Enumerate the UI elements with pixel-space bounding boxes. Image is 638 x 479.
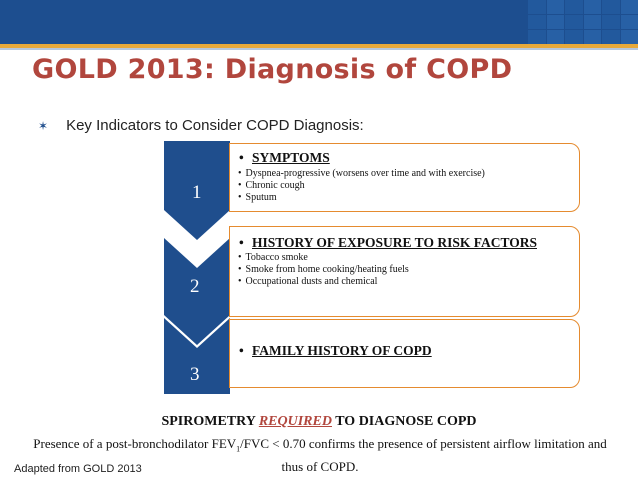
bullet-star-icon: ✶ bbox=[38, 119, 49, 133]
step-3-box bbox=[229, 319, 580, 388]
step-1-bullets bbox=[238, 168, 571, 204]
step-2-box bbox=[229, 226, 580, 317]
list-item: • Occupational dusts and chemical bbox=[238, 276, 571, 288]
fev-text-after: /FVC < 0.70 confirms the presence of persistent airflow limitation and thus of COPD. bbox=[240, 436, 607, 474]
step-3-number: 3 bbox=[190, 364, 200, 385]
list-item: • Tobacco smoke bbox=[238, 252, 571, 264]
step-1-heading: • SYMPTOMS bbox=[239, 150, 330, 165]
fev-subscript: 1 bbox=[236, 444, 241, 454]
step-2-bullets bbox=[238, 252, 571, 288]
step-1-box bbox=[229, 143, 580, 212]
spirometry-prefix: SPIROMETRY bbox=[161, 414, 256, 429]
spirometry-suffix: TO DIAGNOSE COPD bbox=[335, 414, 477, 429]
source-citation: Adapted from GOLD 2013 bbox=[14, 463, 142, 475]
list-item: • Chronic cough bbox=[238, 180, 571, 192]
list-item: • Smoke from home cooking/heating fuels bbox=[238, 264, 571, 276]
step-3-heading: • FAMILY HISTORY OF COPD bbox=[239, 343, 432, 358]
fev-text-before: Presence of a post-bronchodilator FEV bbox=[33, 436, 237, 451]
step-2-number: 2 bbox=[190, 276, 200, 297]
step-2-heading: • HISTORY OF EXPOSURE TO RISK FACTORS bbox=[239, 235, 537, 250]
spirometry-required: REQUIRED bbox=[258, 414, 332, 429]
list-item: • Sputum bbox=[238, 192, 571, 204]
step-1-number: 1 bbox=[192, 182, 202, 203]
spirometry-statement bbox=[0, 414, 638, 430]
key-indicators-text: Key Indicators to Consider COPD Diagnosis: bbox=[66, 117, 364, 134]
list-item: • Dyspnea-progressive (worsens over time and with exercise) bbox=[238, 168, 571, 180]
slide-title: GOLD 2013: Diagnosis of COPD bbox=[32, 54, 513, 85]
